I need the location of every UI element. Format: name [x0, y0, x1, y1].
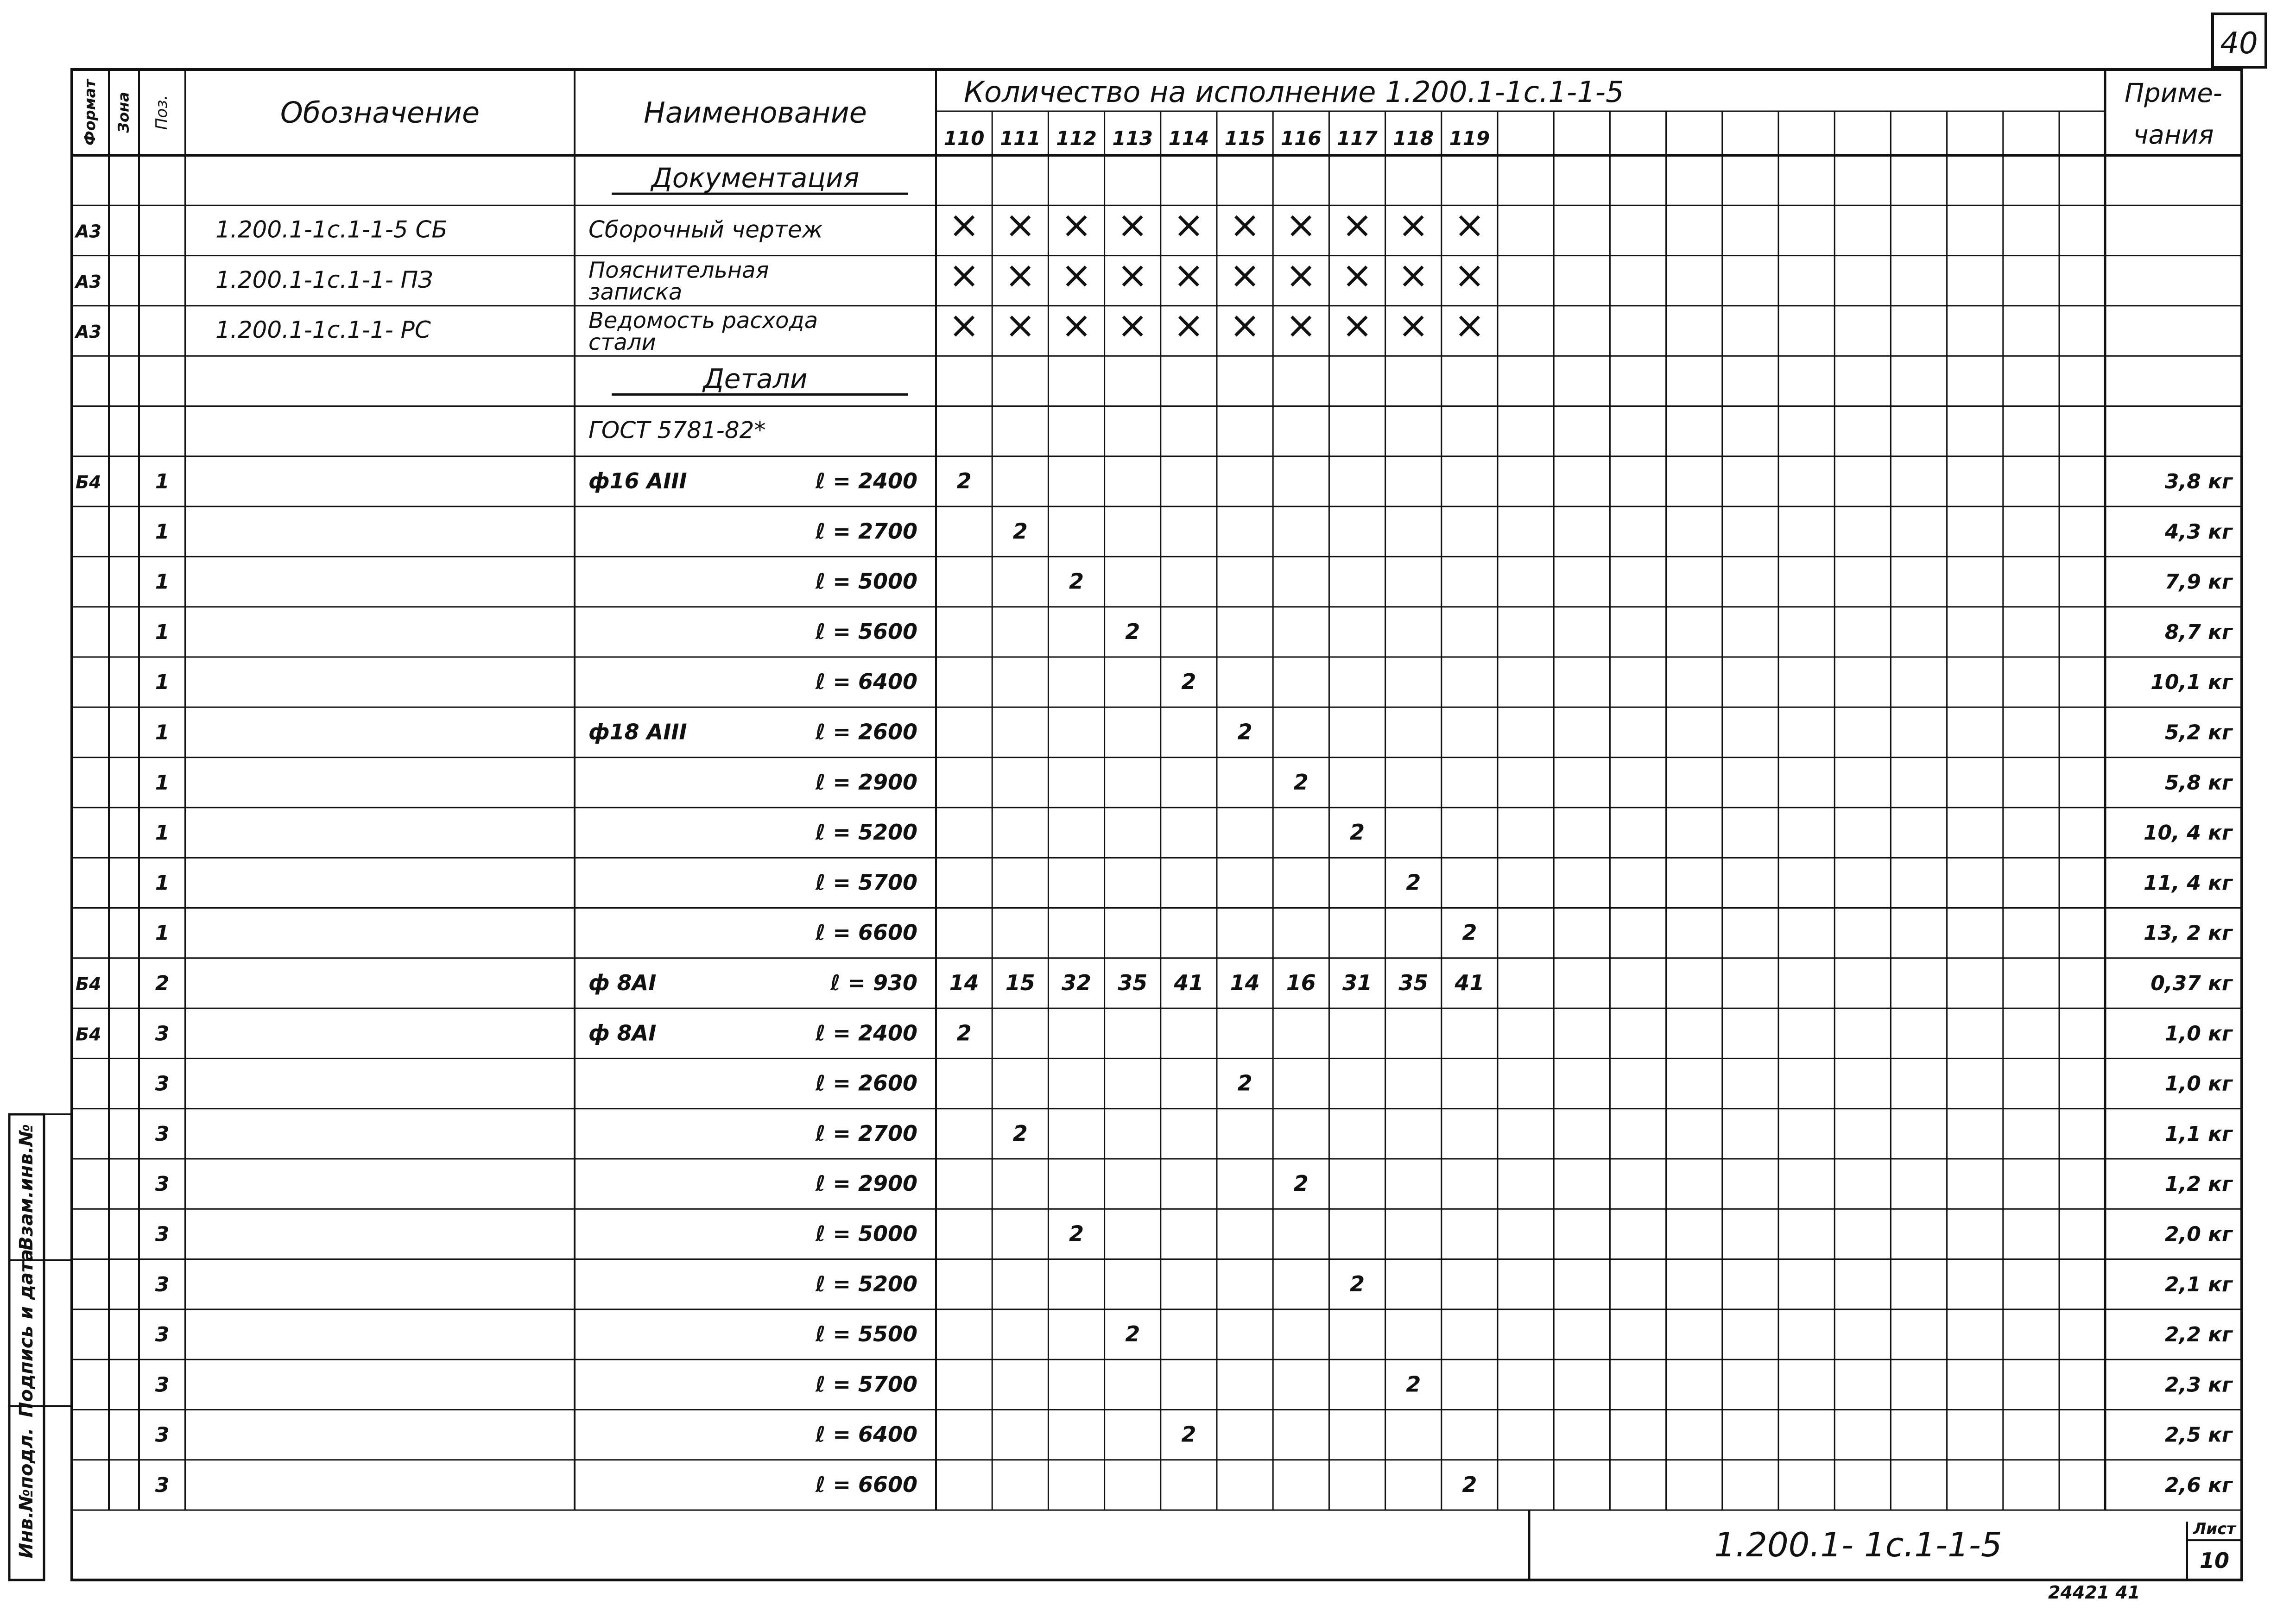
row-pos: 3 [155, 1122, 170, 1146]
row-pos: 1 [155, 720, 170, 745]
row-pos: 1 [155, 620, 170, 644]
row-name: стали [588, 329, 656, 355]
row-format: Б4 [76, 1024, 101, 1045]
variant-header: 116 [1280, 127, 1322, 150]
row-designation: 1.200.1-1с.1-1- РС [215, 316, 431, 344]
footer-number: 24421 41 [2048, 1582, 2140, 1603]
row-note: 11, 4 кг [2143, 871, 2233, 895]
qty-cell: × [1454, 203, 1485, 246]
qty-cell: × [1229, 203, 1261, 246]
variant-header: 115 [1224, 127, 1265, 150]
row-pos: 1 [155, 469, 170, 493]
qty-cell: 2 [1406, 870, 1421, 895]
variant-header: 112 [1056, 127, 1097, 150]
row-designation: 1.200.1-1с.1-1- ПЗ [215, 266, 433, 293]
qty-cell: 2 [1012, 1120, 1028, 1146]
qty-cell: 2 [1462, 1472, 1477, 1497]
row-note: 3,8 кг [2164, 469, 2233, 493]
table-content [16, 26, 2258, 1603]
qty-cell: × [1454, 303, 1485, 347]
row-note: 2,6 кг [2164, 1473, 2233, 1497]
qty-cell: 2 [956, 1020, 972, 1046]
row-pos: 1 [155, 871, 170, 895]
row-pos: 3 [155, 1473, 170, 1497]
qty-cell: 15 [1005, 970, 1035, 995]
row-pos: 3 [155, 1172, 170, 1196]
qty-cell: × [1005, 253, 1036, 297]
qty-cell: 41 [1455, 970, 1485, 995]
qty-cell: × [1005, 303, 1036, 347]
row-note: 1,2 кг [2164, 1172, 2233, 1196]
row-note: 2,0 кг [2164, 1222, 2233, 1246]
row-length: ℓ = 5700 [815, 870, 917, 895]
qty-cell: 2 [1125, 619, 1140, 644]
row-format: А3 [76, 271, 101, 292]
row-note: 10, 4 кг [2143, 821, 2233, 845]
row-length: ℓ = 6400 [815, 669, 917, 695]
row-name: Пояснительная [588, 257, 769, 284]
header-quantity-title: Количество на исполнение 1.200.1-1с.1-1-5 [964, 75, 1624, 109]
row-note: 7,9 кг [2164, 570, 2233, 594]
row-pos: 3 [155, 1022, 170, 1046]
row-length: ℓ = 2700 [815, 518, 917, 544]
qty-cell: × [1173, 203, 1204, 246]
row-pos: 1 [155, 520, 170, 544]
qty-cell: 2 [1462, 920, 1477, 945]
qty-cell: × [1285, 303, 1317, 347]
qty-cell: × [1229, 303, 1261, 347]
row-length: ℓ = 5700 [815, 1371, 917, 1397]
qty-cell: 2 [1069, 569, 1084, 594]
row-length: ℓ = 2600 [815, 1070, 917, 1096]
qty-cell: × [1398, 253, 1429, 297]
qty-cell: × [949, 303, 980, 347]
row-name: ГОСТ 5781-82* [588, 417, 766, 444]
qty-cell: × [1173, 303, 1204, 347]
row-note: 4,3 кг [2164, 520, 2233, 544]
qty-cell: 2 [1012, 518, 1028, 544]
qty-cell: × [1117, 203, 1148, 246]
qty-cell: 2 [1181, 1422, 1196, 1447]
qty-cell: 2 [1406, 1371, 1421, 1397]
qty-cell: × [1061, 303, 1092, 347]
qty-cell: × [1398, 303, 1429, 347]
qty-cell: × [1173, 253, 1204, 297]
qty-cell: × [949, 253, 980, 297]
row-note: 5,8 кг [2164, 771, 2233, 795]
row-note: 5,2 кг [2164, 720, 2233, 745]
variant-header: 113 [1112, 127, 1153, 150]
qty-cell: 2 [1181, 669, 1196, 695]
row-pos: 3 [155, 1222, 170, 1246]
variant-header: 114 [1168, 127, 1209, 150]
row-pos: 1 [155, 771, 170, 795]
row-note: 2,5 кг [2164, 1423, 2233, 1447]
row-length: ℓ = 5000 [815, 569, 917, 594]
row-note: 1,0 кг [2164, 1072, 2233, 1096]
qty-cell: × [1229, 253, 1261, 297]
row-length: ℓ = 6400 [815, 1422, 917, 1447]
variant-header: 117 [1337, 127, 1378, 150]
qty-cell: 2 [1349, 820, 1365, 845]
row-length: ℓ = 5200 [815, 1271, 917, 1296]
row-note: 10,1 кг [2151, 670, 2233, 695]
row-length: ℓ = 2900 [815, 1171, 917, 1196]
qty-cell: 2 [1293, 1171, 1309, 1196]
qty-cell: 32 [1061, 970, 1092, 995]
row-pos: 1 [155, 921, 170, 945]
row-name: ф16 АIII [588, 468, 687, 493]
row-pos: 2 [155, 971, 170, 995]
row-pos: 3 [155, 1373, 170, 1397]
row-pos: 1 [155, 570, 170, 594]
row-length: ℓ = 2600 [815, 719, 917, 745]
row-length: ℓ = 5000 [815, 1221, 917, 1246]
qty-cell: × [1117, 253, 1148, 297]
qty-cell: 14 [1230, 970, 1260, 995]
title-block-sheet-label: Лист [2193, 1520, 2236, 1539]
qty-cell: × [1341, 203, 1373, 246]
qty-cell: 2 [1293, 769, 1309, 795]
row-length: ℓ = 930 [830, 970, 917, 995]
qty-cell: 2 [956, 468, 972, 493]
qty-cell: 16 [1286, 970, 1316, 995]
row-format: Б4 [76, 973, 101, 994]
row-format: А3 [76, 221, 101, 242]
header-notes: Приме- [2125, 78, 2222, 108]
title-block-sheet-value: 10 [2199, 1548, 2230, 1573]
header-zone: Зона [114, 92, 133, 133]
row-length: ℓ = 5500 [815, 1321, 917, 1347]
qty-cell: × [1061, 203, 1092, 246]
qty-cell: × [1341, 303, 1373, 347]
row-pos: 3 [155, 1323, 170, 1347]
row-length: ℓ = 5600 [815, 619, 917, 644]
header-notes: чания [2133, 120, 2214, 150]
sheet-number: 40 [2220, 26, 2258, 61]
header-name: Наименование [644, 95, 867, 130]
outer-frame [72, 70, 2242, 1580]
row-note: 0,37 кг [2151, 971, 2233, 995]
row-length: ℓ = 6600 [815, 1472, 917, 1497]
variant-header: 110 [943, 127, 985, 150]
row-length: ℓ = 2400 [815, 468, 917, 493]
qty-cell: 2 [1237, 1070, 1252, 1096]
row-name: ф 8АI [588, 1020, 657, 1046]
row-name: Ведомость расхода [588, 307, 818, 334]
row-note: 2,2 кг [2164, 1323, 2233, 1347]
row-length: ℓ = 2900 [815, 769, 917, 795]
row-note: 8,7 кг [2164, 620, 2233, 644]
qty-cell: 35 [1118, 970, 1148, 995]
qty-cell: × [1005, 203, 1036, 246]
row-length: ℓ = 2400 [815, 1020, 917, 1046]
row-pos: 1 [155, 821, 170, 845]
row-pos: 3 [155, 1423, 170, 1447]
qty-cell: × [949, 203, 980, 246]
qty-cell: × [1285, 253, 1317, 297]
row-note: 13, 2 кг [2143, 921, 2233, 945]
side-stamp-label: Взам.инв.№ [16, 1124, 37, 1251]
side-stamp-label: Инв.№подл. [16, 1428, 37, 1559]
qty-cell: 2 [1349, 1271, 1365, 1296]
row-format: А3 [76, 322, 101, 342]
qty-cell: × [1454, 253, 1485, 297]
variant-header: 119 [1449, 127, 1490, 150]
qty-cell: × [1061, 253, 1092, 297]
row-format: Б4 [76, 472, 101, 493]
title-block-code: 1.200.1- 1с.1-1-5 [1714, 1525, 2002, 1565]
row-note: 2,3 кг [2164, 1373, 2233, 1397]
qty-cell: × [1285, 203, 1317, 246]
qty-cell: 14 [949, 970, 979, 995]
row-pos: 3 [155, 1072, 170, 1096]
row-name: ф18 АIII [588, 719, 687, 745]
row-length: ℓ = 5200 [815, 820, 917, 845]
qty-cell: × [1398, 203, 1429, 246]
row-name: записка [588, 279, 683, 305]
variant-header: 118 [1393, 127, 1434, 150]
qty-cell: 2 [1125, 1321, 1140, 1347]
side-stamp-label: Подпись и дата [16, 1249, 37, 1418]
row-note: 2,1 кг [2164, 1272, 2233, 1296]
header-format: Формат [81, 79, 99, 145]
row-name: Сборочный чертеж [588, 216, 823, 243]
qty-cell: 31 [1342, 970, 1373, 995]
row-pos: 3 [155, 1272, 170, 1296]
header-designation: Обозначение [280, 95, 480, 130]
qty-cell: 35 [1398, 970, 1429, 995]
qty-cell: × [1341, 253, 1373, 297]
row-note: 1,0 кг [2164, 1022, 2233, 1046]
row-length: ℓ = 2700 [815, 1120, 917, 1146]
qty-cell: 2 [1237, 719, 1252, 745]
qty-cell: × [1117, 303, 1148, 347]
row-pos: 1 [155, 670, 170, 695]
row-length: ℓ = 6600 [815, 920, 917, 945]
variant-header: 111 [999, 127, 1041, 150]
header-pos: Поз. [152, 95, 171, 130]
row-designation: 1.200.1-1с.1-1-5 СБ [215, 216, 448, 243]
section-heading: Документация [651, 162, 860, 194]
section-heading: Детали [703, 363, 808, 395]
row-name: ф 8АI [588, 970, 657, 995]
qty-cell: 41 [1174, 970, 1204, 995]
row-note: 1,1 кг [2164, 1122, 2233, 1146]
qty-cell: 2 [1069, 1221, 1084, 1246]
